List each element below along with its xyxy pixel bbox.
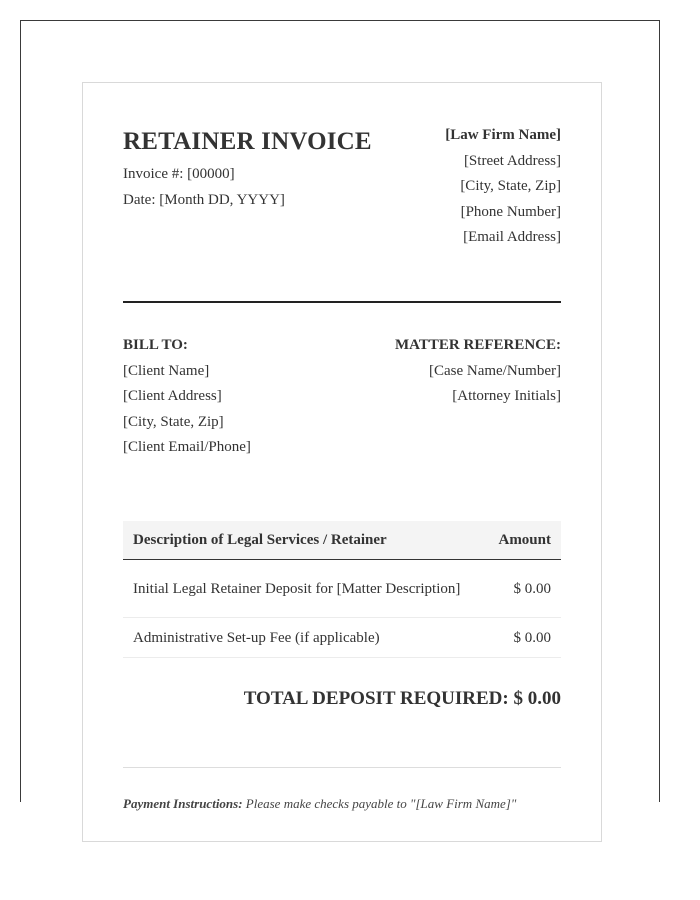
services-table [123, 521, 561, 658]
payment-instructions [123, 795, 561, 813]
invoice-page [82, 82, 602, 842]
payment-instructions-label: Payment Instructions: [123, 796, 243, 811]
client-name: [Client Name] [123, 362, 210, 379]
description-column-header: Description of Legal Services / Retainer [123, 521, 485, 560]
table-row [123, 560, 561, 618]
matter-case: [Case Name/Number] [428, 362, 561, 379]
row-description: Administrative Set-up Fee (if applicable) [123, 618, 485, 658]
table-row [123, 618, 561, 658]
row-amount: $ 0.00 [485, 618, 561, 658]
invoice-title: RETAINER INVOICE [123, 128, 372, 155]
amount-column-header: Amount [485, 521, 561, 560]
client-contact: [Client Email/Phone] [123, 439, 251, 455]
document-viewport [20, 20, 660, 811]
row-amount: $ 0.00 [485, 560, 561, 618]
firm-phone: [Phone Number] [460, 203, 561, 220]
footer-divider [123, 767, 561, 768]
invoice-date: Date: [Month DD, YYYY] [123, 192, 285, 208]
firm-name: [Law Firm Name] [445, 127, 561, 143]
invoice-header [123, 127, 372, 213]
firm-street: [Street Address] [463, 152, 561, 169]
matter-reference-section [395, 333, 561, 410]
header-divider [123, 301, 561, 303]
bill-to-section [123, 333, 251, 461]
firm-city: [City, State, Zip] [460, 178, 561, 194]
table-header-row [123, 521, 561, 560]
firm-details [445, 123, 561, 251]
matter-attorney: [Attorney Initials] [452, 388, 561, 404]
client-city: [City, State, Zip] [123, 413, 224, 430]
firm-email: [Email Address] [463, 229, 561, 245]
invoice-number: Invoice #: [00000] [123, 166, 235, 182]
row-description: Initial Legal Retainer Deposit for [Matter Description] [123, 560, 485, 618]
client-address: [Client Address] [123, 388, 222, 404]
bill-to-heading: BILL TO: [123, 337, 188, 353]
total-deposit: TOTAL DEPOSIT REQUIRED: $ 0.00 [243, 688, 561, 709]
matter-reference-heading: MATTER REFERENCE: [395, 337, 561, 353]
payment-instructions-text: Please make checks payable to "[Law Firm Name]" [242, 796, 517, 811]
